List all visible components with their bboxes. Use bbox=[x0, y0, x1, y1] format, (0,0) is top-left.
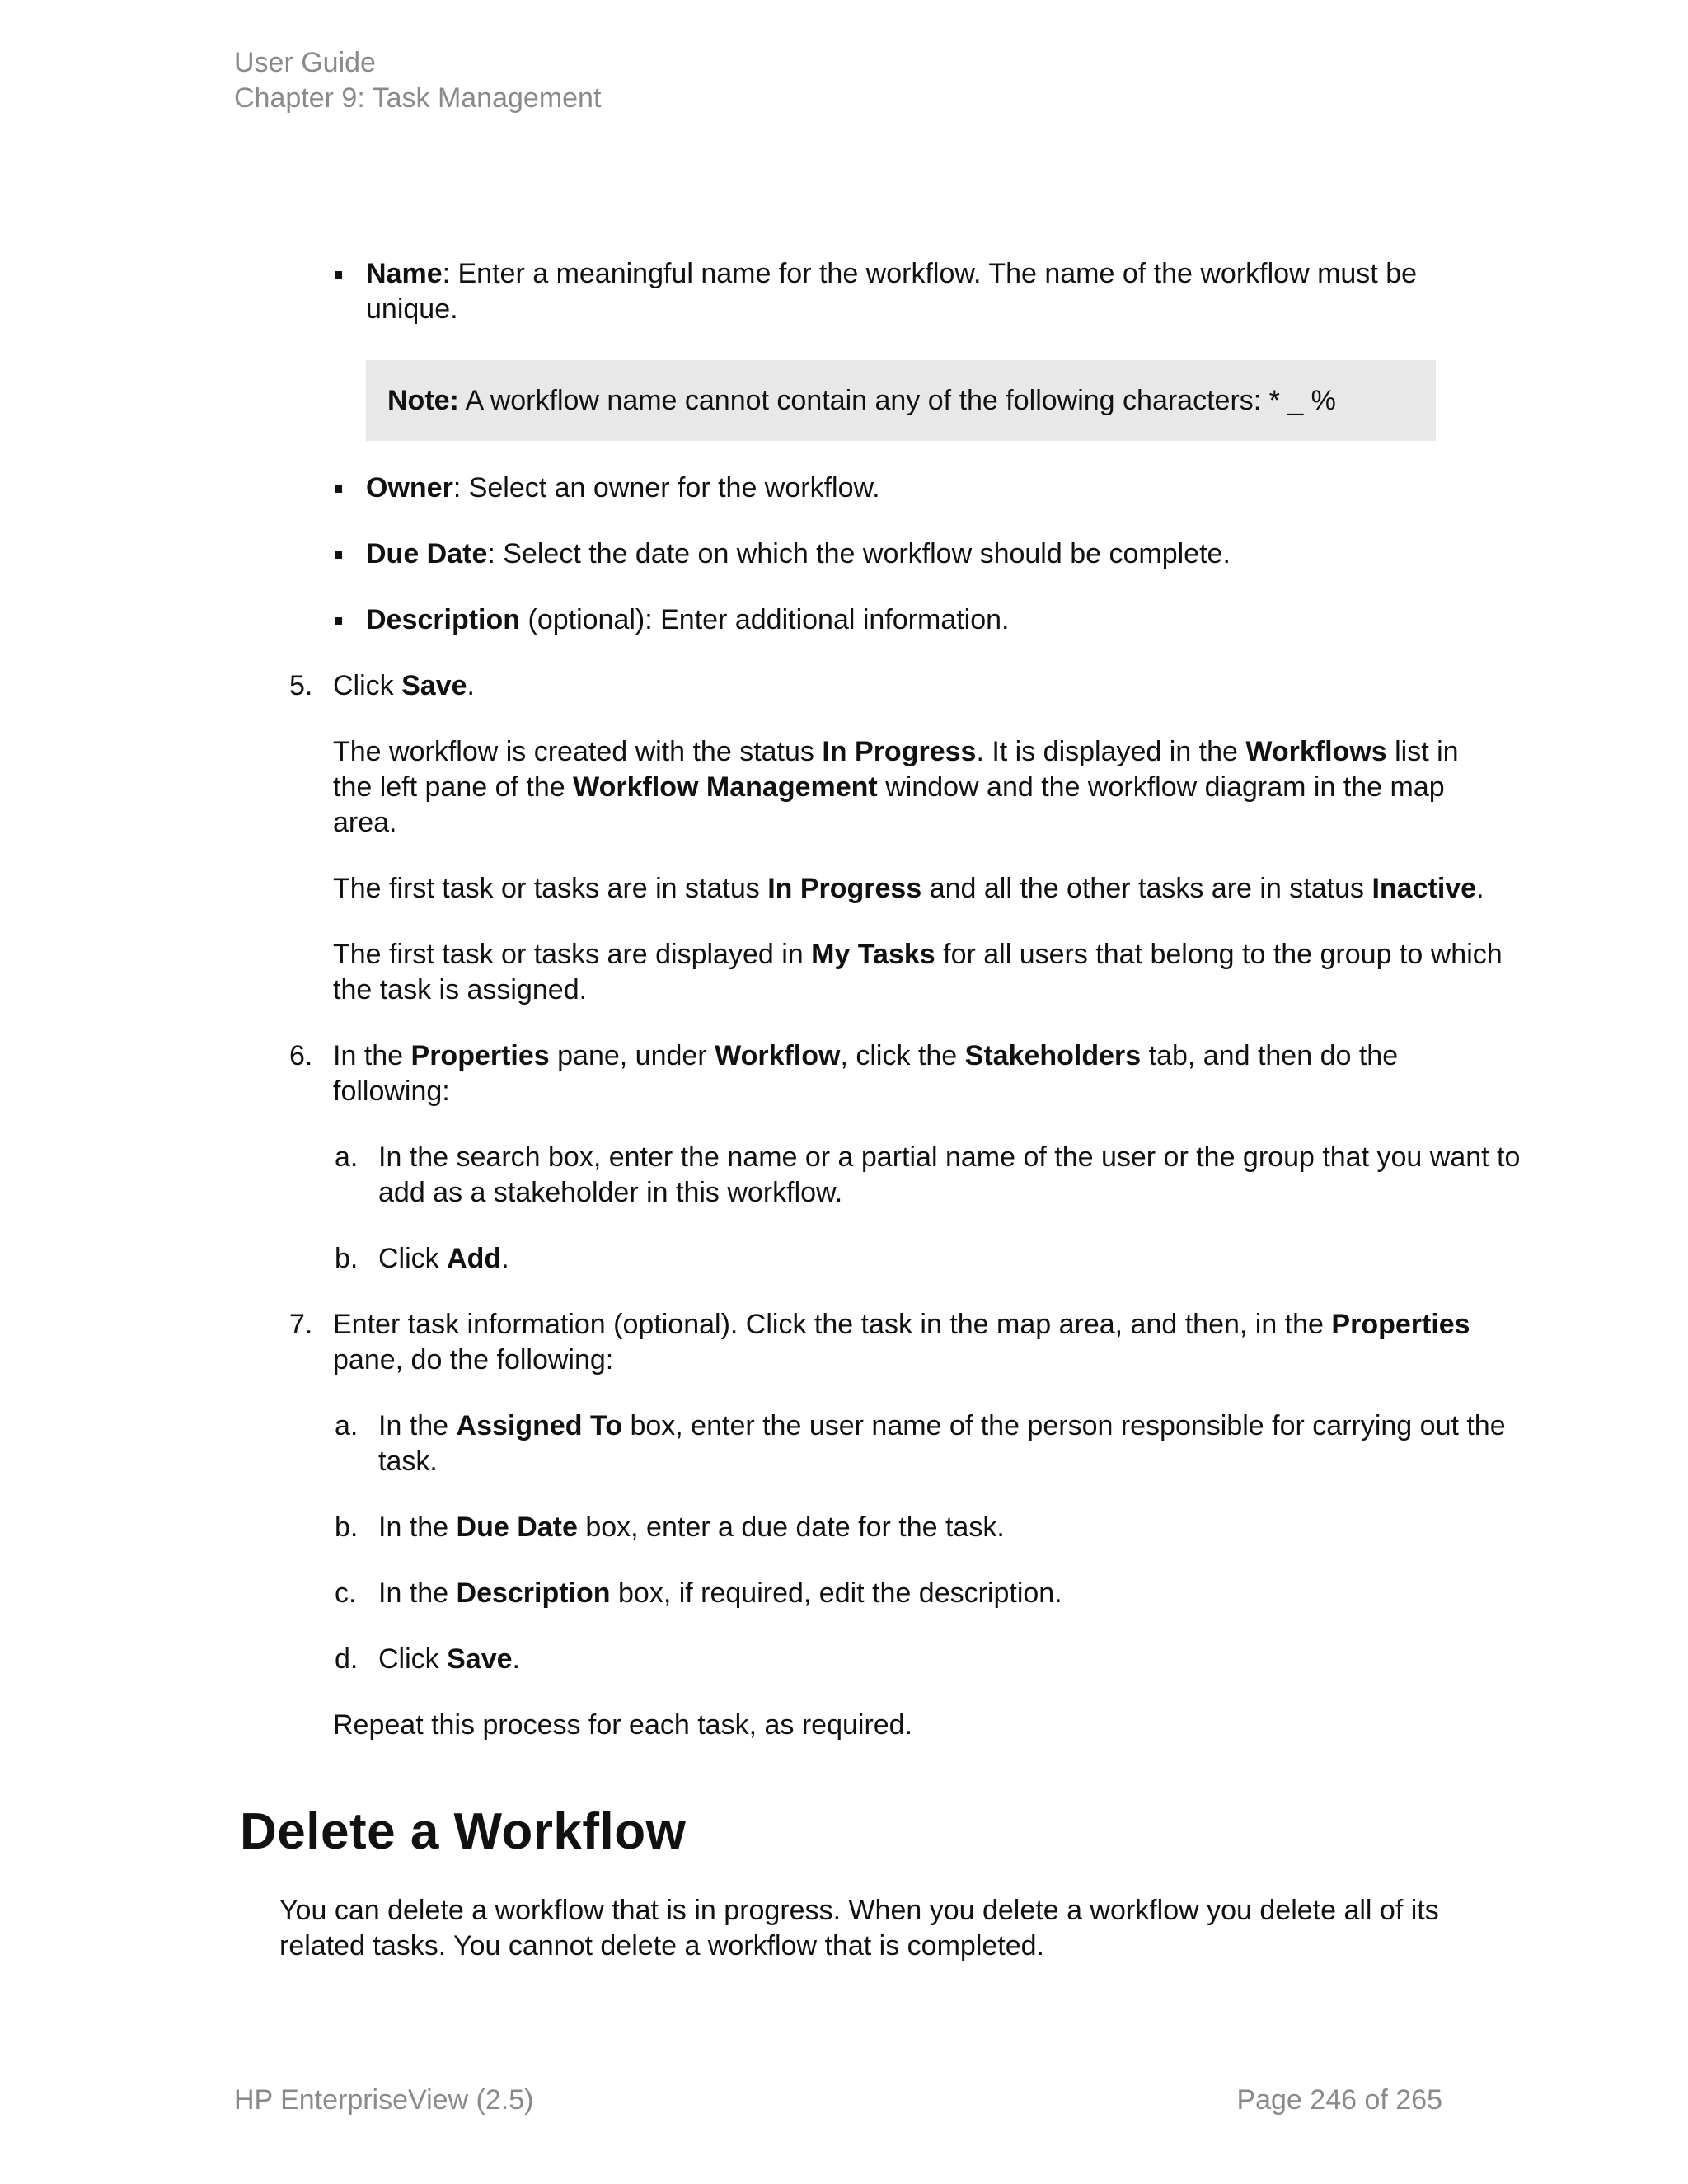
step7d-text: Click Save. bbox=[378, 1643, 520, 1675]
section-heading: Delete a Workflow bbox=[240, 1803, 687, 1860]
step5-para1-line1: The workflow is created with the status In Progress. It is displayed in the Workflows list in bbox=[333, 736, 1459, 767]
step-number: 5. bbox=[289, 670, 313, 701]
step6-line1: In the Properties pane, under Workflow, click the Stakeholders tab, and then do the bbox=[333, 1040, 1399, 1071]
step6b-text: Click Add. bbox=[378, 1243, 509, 1274]
step-number: 7. bbox=[289, 1309, 313, 1340]
step7-repeat: Repeat this process for each task, as required. bbox=[333, 1709, 913, 1741]
bullet-owner: Owner: Select an owner for the workflow. bbox=[366, 472, 880, 504]
bullet-marker bbox=[335, 485, 342, 493]
step5-para3-line2: the task is assigned. bbox=[333, 974, 588, 1005]
step6-line2: following: bbox=[333, 1076, 450, 1107]
substep-marker: b. bbox=[335, 1511, 359, 1543]
bullet-marker bbox=[335, 271, 342, 279]
step5-para2: The first task or tasks are in status In Progress and all the other tasks are in status Inactive. bbox=[333, 873, 1484, 904]
chapter-title: Chapter 9: Task Management bbox=[234, 82, 602, 114]
step6a-line2: add as a stakeholder in this workflow. bbox=[378, 1177, 843, 1208]
bullet-description: Description (optional): Enter additional information. bbox=[366, 604, 1010, 635]
step7-line2: pane, do the following: bbox=[333, 1344, 614, 1376]
substep-marker: d. bbox=[335, 1643, 359, 1675]
step5-text: Click Save. bbox=[333, 670, 475, 701]
step7c-text: In the Description box, if required, edit the description. bbox=[378, 1577, 1062, 1609]
bullet-due-date: Due Date: Select the date on which the workflow should be complete. bbox=[366, 538, 1231, 569]
step6a-line1: In the search box, enter the name or a partial name of the user or the group that you want to bbox=[378, 1141, 1521, 1173]
guide-title: User Guide bbox=[234, 47, 376, 78]
step7b-text: In the Due Date box, enter a due date for the task. bbox=[378, 1511, 1005, 1543]
step7-line1: Enter task information (optional). Click the task in the map area, and then, in the Properties bbox=[333, 1309, 1470, 1340]
substep-marker: a. bbox=[335, 1141, 359, 1173]
section-para-line2: related tasks. You cannot delete a workflow that is completed. bbox=[279, 1930, 1044, 1961]
note-text: Note: A workflow name cannot contain any of the following characters: * _ % bbox=[387, 385, 1336, 416]
step5-para3-line1: The first task or tasks are displayed in My Tasks for all users that belong to the group to which bbox=[333, 939, 1503, 970]
bullet-marker bbox=[335, 551, 342, 559]
substep-marker: c. bbox=[335, 1577, 357, 1609]
step5-para1-line2: the left pane of the Workflow Management window and the workflow diagram in the map bbox=[333, 771, 1445, 803]
section-para-line1: You can delete a workflow that is in progress. When you delete a workflow you delete all of its bbox=[279, 1895, 1439, 1926]
step7a-line2: task. bbox=[378, 1446, 438, 1477]
page-header bbox=[234, 45, 601, 116]
bullet-name-cont: unique. bbox=[366, 293, 458, 325]
step7a-line1: In the Assigned To box, enter the user name of the person responsible for carrying out the bbox=[378, 1410, 1506, 1441]
bullet-name: Name: Enter a meaningful name for the workflow. The name of the workflow must be bbox=[366, 258, 1418, 289]
substep-marker: b. bbox=[335, 1243, 359, 1274]
footer-page-number: Page 246 of 265 bbox=[1236, 2084, 1442, 2116]
step5-para1-line3: area. bbox=[333, 807, 397, 838]
step-number: 6. bbox=[289, 1040, 313, 1071]
substep-marker: a. bbox=[335, 1410, 359, 1441]
bullet-marker bbox=[335, 617, 342, 625]
footer-product: HP EnterpriseView (2.5) bbox=[234, 2084, 534, 2116]
